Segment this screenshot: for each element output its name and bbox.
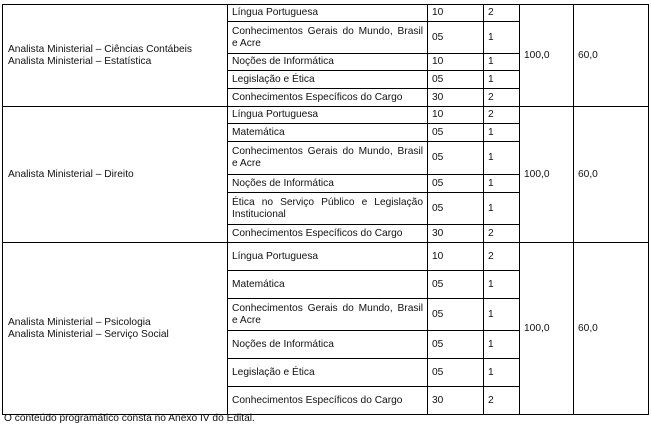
pontuacao-maxima-cell: 100,0	[520, 107, 574, 243]
disciplina-cell: Matemática	[228, 271, 428, 299]
peso-cell: 2	[484, 225, 520, 243]
peso-cell: 1	[484, 175, 520, 193]
cargo-cell	[3, 107, 228, 243]
questoes-cell: 05	[428, 124, 484, 142]
cargo-name: Analista Ministerial – Direito	[8, 168, 134, 180]
peso-cell: 1	[484, 359, 520, 387]
questoes-cell: 05	[428, 271, 484, 299]
disciplina-cell: Conhecimentos Específicos do Cargo	[228, 387, 428, 415]
disciplina-cell: Noções de Informática	[228, 331, 428, 359]
questoes-cell: 05	[428, 175, 484, 193]
pontuacao-minima-cell: 60,0	[574, 5, 649, 107]
peso-cell: 1	[484, 22, 520, 54]
peso-cell: 1	[484, 124, 520, 142]
table-row	[3, 107, 649, 124]
pontuacao-minima-cell: 60,0	[574, 243, 649, 415]
questoes-cell: 30	[428, 387, 484, 415]
peso-cell: 1	[484, 142, 520, 175]
disciplina-cell: Conhecimentos Específicos do Cargo	[228, 89, 428, 107]
questoes-cell: 30	[428, 89, 484, 107]
peso-cell: 1	[484, 54, 520, 71]
peso-cell: 1	[484, 299, 520, 331]
questoes-cell: 05	[428, 71, 484, 89]
questoes-cell: 05	[428, 299, 484, 331]
disciplina-cell: Conhecimentos Gerais do Mundo, Brasil e Acre	[228, 142, 428, 175]
questoes-cell: 10	[428, 54, 484, 71]
questoes-cell: 05	[428, 193, 484, 225]
disciplina-cell: Língua Portuguesa	[228, 5, 428, 22]
disciplina-cell: Conhecimentos Gerais do Mundo, Brasil e Acre	[228, 22, 428, 54]
peso-cell: 2	[484, 243, 520, 271]
questoes-cell: 10	[428, 107, 484, 124]
questoes-cell: 05	[428, 22, 484, 54]
exam-structure-table	[2, 4, 649, 415]
cargo-cell	[3, 5, 228, 107]
cargo-name: Analista Ministerial – Serviço Social	[8, 328, 169, 340]
disciplina-cell: Ética no Serviço Público e Legislação Institucional	[228, 193, 428, 225]
pontuacao-maxima-cell: 100,0	[520, 5, 574, 107]
questoes-cell: 30	[428, 225, 484, 243]
cargo-cell	[3, 243, 228, 415]
disciplina-cell: Noções de Informática	[228, 175, 428, 193]
pontuacao-maxima-cell: 100,0	[520, 243, 574, 415]
table-row	[3, 5, 649, 22]
peso-cell: 2	[484, 387, 520, 415]
peso-cell: 2	[484, 107, 520, 124]
disciplina-cell: Conhecimentos Específicos do Cargo	[228, 225, 428, 243]
table-row	[3, 243, 649, 271]
peso-cell: 2	[484, 89, 520, 107]
questoes-cell: 10	[428, 5, 484, 22]
pontuacao-minima-cell: 60,0	[574, 107, 649, 243]
cargo-name: Analista Ministerial – Ciências Contábeis	[8, 43, 193, 55]
footer-note: O conteúdo programático consta no Anexo IV do Edital.	[4, 413, 255, 424]
peso-cell: 1	[484, 271, 520, 299]
disciplina-cell: Matemática	[228, 124, 428, 142]
disciplina-cell: Legislação e Ética	[228, 359, 428, 387]
peso-cell: 1	[484, 193, 520, 225]
cargo-name: Analista Ministerial – Psicologia	[8, 316, 151, 328]
disciplina-cell: Língua Portuguesa	[228, 107, 428, 124]
questoes-cell: 05	[428, 331, 484, 359]
disciplina-cell: Conhecimentos Gerais do Mundo, Brasil e Acre	[228, 299, 428, 331]
questoes-cell: 10	[428, 243, 484, 271]
questoes-cell: 05	[428, 142, 484, 175]
questoes-cell: 05	[428, 359, 484, 387]
peso-cell: 1	[484, 331, 520, 359]
cargo-name: Analista Ministerial – Estatística	[8, 55, 152, 67]
disciplina-cell: Língua Portuguesa	[228, 243, 428, 271]
peso-cell: 1	[484, 71, 520, 89]
disciplina-cell: Legislação e Ética	[228, 71, 428, 89]
disciplina-cell: Noções de Informática	[228, 54, 428, 71]
peso-cell: 2	[484, 5, 520, 22]
